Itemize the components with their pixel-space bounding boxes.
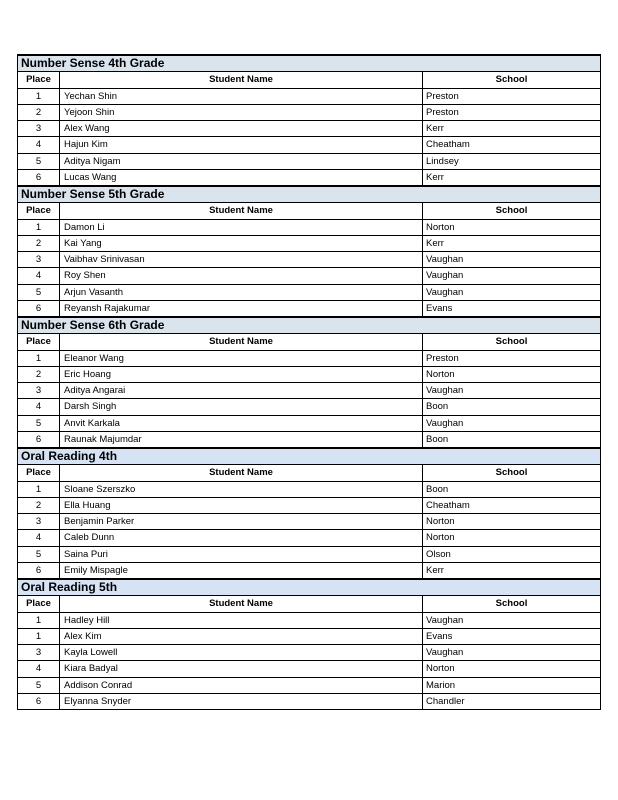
school-column-header: School [423,334,601,350]
student-name-cell: Eleanor Wang [60,350,423,366]
place-cell: 4 [18,399,60,415]
student-name-column-header: Student Name [60,596,423,612]
table-row [18,268,601,284]
place-column-header: Place [18,72,60,88]
student-name-cell: Alex Kim [60,628,423,644]
school-cell: Kerr [423,169,601,186]
place-cell: 4 [18,137,60,153]
column-header-row [18,72,601,88]
table-row [18,350,601,366]
student-name-cell: Roy Shen [60,268,423,284]
table-row [18,481,601,497]
school-cell: Boon [423,399,601,415]
school-cell: Norton [423,219,601,235]
school-cell: Norton [423,530,601,546]
place-cell: 6 [18,300,60,317]
place-cell: 5 [18,677,60,693]
table-row [18,562,601,579]
student-name-cell: Lucas Wang [60,169,423,186]
section-header-row [18,448,601,465]
table-row [18,169,601,186]
table-row [18,628,601,644]
table-row [18,137,601,153]
school-cell: Vaughan [423,612,601,628]
section-title: Number Sense 4th Grade [18,55,601,72]
student-name-cell: Hadley Hill [60,612,423,628]
school-cell: Vaughan [423,284,601,300]
place-cell: 2 [18,235,60,251]
student-name-cell: Elyanna Snyder [60,693,423,709]
school-cell: Marion [423,677,601,693]
school-cell: Cheatham [423,497,601,513]
student-name-cell: Ella Huang [60,497,423,513]
place-cell: 4 [18,268,60,284]
student-name-cell: Raunak Majumdar [60,431,423,448]
school-cell: Boon [423,431,601,448]
table-row [18,514,601,530]
section-header-row [18,55,601,72]
table-row [18,645,601,661]
school-cell: Kerr [423,562,601,579]
school-column-header: School [423,596,601,612]
section-title: Oral Reading 5th [18,579,601,596]
student-name-cell: Benjamin Parker [60,514,423,530]
place-cell: 2 [18,104,60,120]
table-row [18,383,601,399]
place-cell: 3 [18,252,60,268]
place-column-header: Place [18,465,60,481]
student-name-cell: Reyansh Rajakumar [60,300,423,317]
student-name-cell: Vaibhav Srinivasan [60,252,423,268]
school-cell: Evans [423,300,601,317]
school-cell: Preston [423,350,601,366]
table-row [18,88,601,104]
place-cell: 6 [18,562,60,579]
table-row [18,366,601,382]
section-header-row [18,186,601,203]
place-cell: 3 [18,383,60,399]
table-row [18,530,601,546]
place-cell: 2 [18,366,60,382]
student-name-cell: Yejoon Shin [60,104,423,120]
table-row [18,677,601,693]
column-header-row [18,334,601,350]
table-row [18,121,601,137]
place-column-header: Place [18,596,60,612]
school-cell: Norton [423,661,601,677]
place-cell: 1 [18,628,60,644]
table-row [18,661,601,677]
section-header-row [18,317,601,334]
school-cell: Norton [423,514,601,530]
column-header-row [18,203,601,219]
table-row [18,219,601,235]
student-name-cell: Aditya Angarai [60,383,423,399]
table-row [18,497,601,513]
school-column-header: School [423,72,601,88]
place-cell: 2 [18,497,60,513]
table-row [18,612,601,628]
school-cell: Vaughan [423,268,601,284]
place-column-header: Place [18,334,60,350]
student-name-cell: Hajun Kim [60,137,423,153]
table-row [18,235,601,251]
place-cell: 5 [18,415,60,431]
section-title: Oral Reading 4th [18,448,601,465]
school-cell: Vaughan [423,252,601,268]
place-cell: 3 [18,514,60,530]
place-cell: 1 [18,350,60,366]
results-table-body [18,55,601,710]
section-title: Number Sense 6th Grade [18,317,601,334]
table-row [18,153,601,169]
student-name-column-header: Student Name [60,465,423,481]
place-cell: 5 [18,546,60,562]
school-column-header: School [423,465,601,481]
student-name-cell: Kiara Badyal [60,661,423,677]
student-name-cell: Kai Yang [60,235,423,251]
place-cell: 1 [18,88,60,104]
table-row [18,415,601,431]
school-cell: Vaughan [423,415,601,431]
student-name-cell: Aditya Nigam [60,153,423,169]
table-row [18,399,601,415]
student-name-column-header: Student Name [60,203,423,219]
student-name-cell: Kayla Lowell [60,645,423,661]
student-name-cell: Addison Conrad [60,677,423,693]
school-cell: Kerr [423,121,601,137]
school-cell: Kerr [423,235,601,251]
table-row [18,431,601,448]
student-name-column-header: Student Name [60,334,423,350]
place-cell: 6 [18,169,60,186]
school-cell: Evans [423,628,601,644]
school-cell: Olson [423,546,601,562]
school-cell: Norton [423,366,601,382]
table-row [18,300,601,317]
school-column-header: School [423,203,601,219]
student-name-cell: Emily Mispagle [60,562,423,579]
student-name-cell: Alex Wang [60,121,423,137]
student-name-cell: Eric Hoang [60,366,423,382]
table-row [18,252,601,268]
student-name-column-header: Student Name [60,72,423,88]
school-cell: Cheatham [423,137,601,153]
table-row [18,693,601,709]
place-cell: 1 [18,219,60,235]
school-cell: Chandler [423,693,601,709]
results-table [17,54,601,710]
student-name-cell: Sloane Szerszko [60,481,423,497]
place-cell: 4 [18,661,60,677]
place-cell: 5 [18,284,60,300]
school-cell: Lindsey [423,153,601,169]
student-name-cell: Damon Li [60,219,423,235]
table-row [18,284,601,300]
school-cell: Preston [423,104,601,120]
place-cell: 5 [18,153,60,169]
place-cell: 3 [18,121,60,137]
place-cell: 6 [18,431,60,448]
place-cell: 6 [18,693,60,709]
school-cell: Vaughan [423,383,601,399]
student-name-cell: Caleb Dunn [60,530,423,546]
place-cell: 3 [18,645,60,661]
place-cell: 1 [18,481,60,497]
student-name-cell: Darsh Singh [60,399,423,415]
student-name-cell: Saina Puri [60,546,423,562]
column-header-row [18,465,601,481]
place-cell: 4 [18,530,60,546]
school-cell: Preston [423,88,601,104]
section-header-row [18,579,601,596]
school-cell: Vaughan [423,645,601,661]
column-header-row [18,596,601,612]
table-row [18,104,601,120]
table-row [18,546,601,562]
section-title: Number Sense 5th Grade [18,186,601,203]
student-name-cell: Yechan Shin [60,88,423,104]
student-name-cell: Arjun Vasanth [60,284,423,300]
student-name-cell: Anvit Karkala [60,415,423,431]
place-column-header: Place [18,203,60,219]
school-cell: Boon [423,481,601,497]
place-cell: 1 [18,612,60,628]
